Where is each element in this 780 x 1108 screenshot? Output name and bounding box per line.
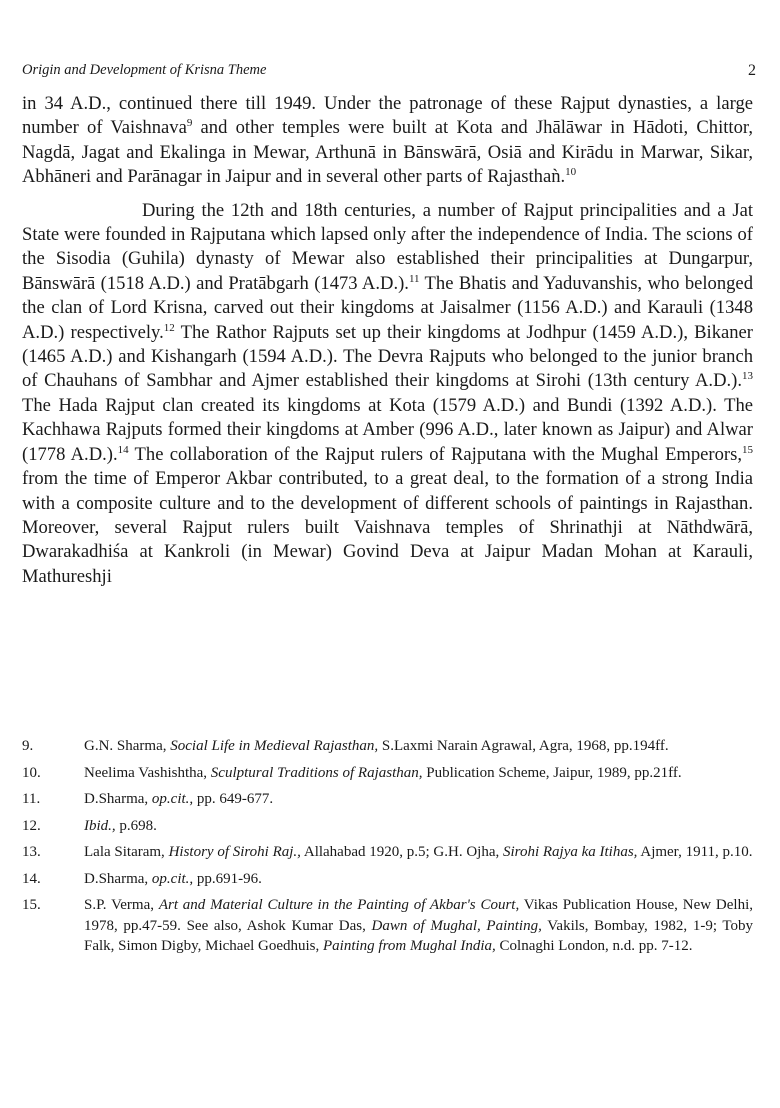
footnote-ref-9: 9 (186, 117, 193, 130)
footnote-ref-11: 11 (408, 272, 420, 285)
footnote-ref-13: 13 (742, 370, 753, 383)
footnotes (22, 736, 753, 963)
footnote-ref-12: 12 (163, 321, 175, 334)
running-title: Origin and Development of Krisna Theme (22, 62, 267, 78)
running-header (22, 60, 760, 84)
body-text (22, 92, 753, 589)
footnote-ref-14: 14 (117, 443, 129, 456)
page-number: 2 (748, 62, 756, 79)
paragraph-2: During the 12th and 18th centuries, a number of Rajput principalities and a Jat State were founded in Rajputana which lapsed only after the independence of India. The scions of the Sisodia (Guhila) dynasty of Mewar also established their principalities at Dungarpur, Bānswārā (1518 A.D.) and Pratābgarh (1473 A.D.).$^{11}$ The Bhatis and Yaduvanshis, who belonged the clan of Lord Krisna, carved out their kingdoms at Jaisalmer (1156 A.D.) and Karauli (1348 A.D.) respectively.$^{12}$ The Rathor Rajputs set up their kingdoms at Jodhpur (1459 A.D.), Bikaner (1465 A.D.) and Kishangarh (1594 A.D.). The Devra Rajputs who belonged to the junior branch of Chauhans of Sambhar and Ajmer established their kingdoms at Sirohi (13th century A.D.).$^{13}$ The Hada Rajput clan created its kingdoms at Kota (1579 A.D.) and Bundi (1392 A.D.). The Kachhawa Rajputs formed their kingdoms at Amber (996 A.D., later known as Jaipur) and Alwar (1778 A.D.).$^{14}$ The collaboration of the Rajput rulers of Rajputana with the Mughal Emperors,$^{15}$ from the time of Emperor Akbar contributed, to a great deal, to the formation of a strong India with a composite culture and to the development of different schools of paintings in Rajasthan. Moreover, several Rajput rulers built Vaishnava temples of Shrinathji at Nāthdwārā, Dwarakadhiśa at Kankroli (in Mewar) Govind Deva at Jaipur Madan Mohan at Karauli, Mathureshji (22, 199, 754, 587)
footnote-ref-15: 15 (742, 443, 754, 456)
footnote: 11. D.Sharma, op.cit., pp. 649-677. (22, 791, 274, 807)
footnote: 12. Ibid., p.698. (22, 817, 157, 834)
footnote: 10. Neelima Vashishtha, Sculptural Traditions of Rajasthan, Publication Scheme, Jaipur, 1989, pp.21ff. (22, 764, 682, 781)
footnote: 9. G.N. Sharma, Social Life in Medieval Rajasthan, S.Laxmi Narain Agrawal, Agra, 1968, pp.194ff. (22, 738, 669, 754)
footnote: 15. S.P. Verma, Art and Material Culture in the Painting of Akbar's Court, Vikas Publication House, New Delhi, 1978, pp.47-59. See also, Ashok Kumar Das, Dawn of Mughal, Painting, Vakils, Bombay, 1982, 1-9; Toby Falk, Simon Digby, Michael Goedhuis, Painting from Mughal India, Colnaghi London, n.d. pp. 7-12. (22, 897, 754, 954)
paragraph-1: in 34 A.D., continued there till 1949. Under the patronage of these Rajput dynasties, a large number of Vaishnava$^9$ and other temples were built at Kota and Jhālāwar in Hādoti, Chittor, Nagdā, Jagat and Ekalinga in Mewar, Arthunā in Bānswārā, Osiā and Kirādu in Marwar, Sikar, Abhāneri and Parānagar in Jaipur and in several other parts of Rajasthaǹ.$^{10}$ (22, 93, 753, 188)
footnote: 14. D.Sharma, op.cit., pp.691-96. (22, 870, 262, 887)
footnote-ref-10: 10 (565, 166, 577, 179)
footnote: 13. Lala Sitaram, History of Sirohi Raj., Allahabad 1920, p.5; G.H. Ojha, Sirohi Rajya ka Itihas, Ajmer, 1911, p.10. (22, 844, 753, 860)
